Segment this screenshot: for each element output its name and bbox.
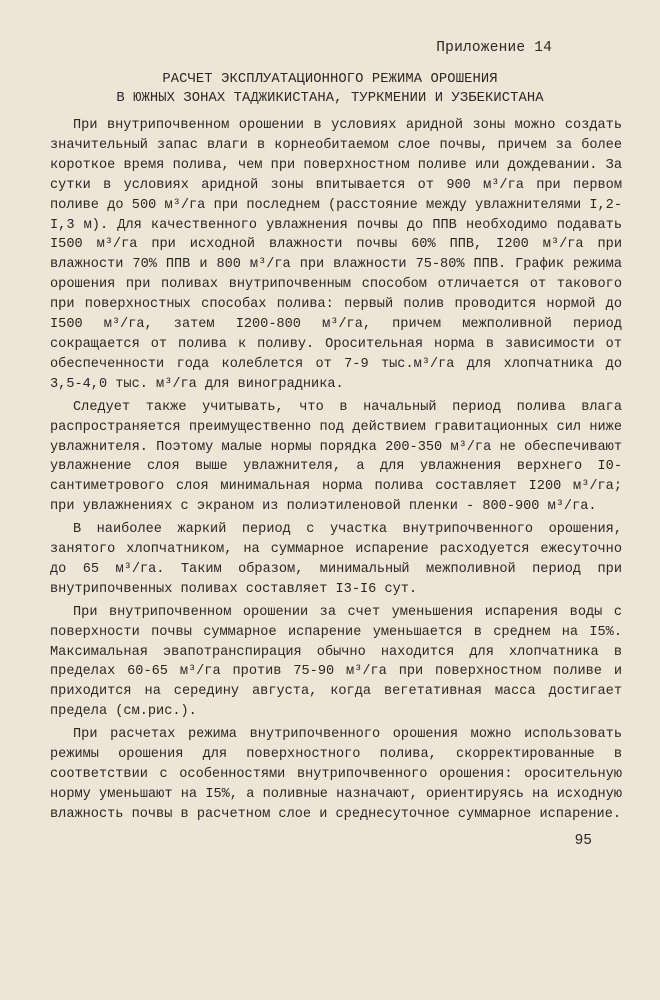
paragraph-2: Следует также учитывать, что в начальный период полива влага распространяется преимущественно под действием гравитационных сил ниже увлажнителя. Поэтому малые нормы порядка 200-350 м³/га не обеспечивают увлажнение слоя выше увлажнителя, а для увлажнения верхнего I0-сантиметрового слоя минимальная норма полива составляет I200 м³/га; при увлажнениях с экраном из полиэтиленовой пленки - 800-900 м³/га. [50,399,622,515]
paragraph-4: При внутрипочвенном орошении за счет уменьшения испарения воды с поверхности почвы суммарное испарение уменьшается в среднем на I5%. Максимальная эвапотранспирация обычно находится для хлопчатника в пределах 60-65 м³/га против 75-90 м³/га при поверхностном поливе и приходится на середину августа, когда вегетативная масса достигает предела (см.рис.). [50,604,622,720]
paragraph-5: При расчетах режима внутрипочвенного орошения можно использовать режимы орошения для поверхностного полива, скорректированные в соответствии с особенностями внутрипочвенного орошения: оросительную норму уменьшают на I5%, а поливные назначают, ориентируясь на исходную влажность почвы в расчетном слое и среднесуточное суммарное испарение. [50,727,622,822]
page-number: 95 [574,833,592,849]
paragraph-1: При внутрипочвенном орошении в условиях аридной зоны можно создать значительный запас влаги в корнеобитаемом слое почвы, причем за более короткое время полива, чем при поверхностном поливе или дождевании. За сутки в условиях аридной зоны впитывается от 900 м³/га при первом поливе до 500 м³/га при последнем (расстояние между увлажнителями I,2-I,3 м). Для качественного увлажнения почвы до ППВ необходимо подавать I500 м³/га при исходной влажности почвы 60% ППВ, I200 м³/га при влажности 70% ППВ и 800 м³/га при влажности 75-80% ППВ. График режима орошения при поливах внутрипочвенным способом отличается от такового при поверхностных способах полива: первый полив проводится нормой до I500 м³/га, затем I200-800 м³/га, причем межполивной период сокращается от полива к поливу. Оросительная норма в зависимости от обеспеченности года колеблется от 7-9 тыс.м³/га для хлопчатника до 3,5-4,0 тыс. м³/га для виноградника. [50,118,622,392]
title-line-1: РАСЧЕТ ЭКСПЛУАТАЦИОННОГО РЕЖИМА ОРОШЕНИЯ [162,72,498,87]
body-text [50,116,622,825]
paragraph-3: В наиболее жаркий период с участка внутрипочвенного орошения, занятого хлопчатником, на суммарное испарение расходуется ежесуточно до 65 м³/га. Таким образом, минимальный межполивной период при внутрипочвенных поливах составляет I3-I6 сут. [50,522,622,597]
document-title [0,70,660,108]
appendix-label: Приложение 14 [436,40,552,56]
title-line-2: В ЮЖНЫХ ЗОНАХ ТАДЖИКИСТАНА, ТУРКМЕНИИ И УЗБЕКИСТАНА [116,91,544,106]
